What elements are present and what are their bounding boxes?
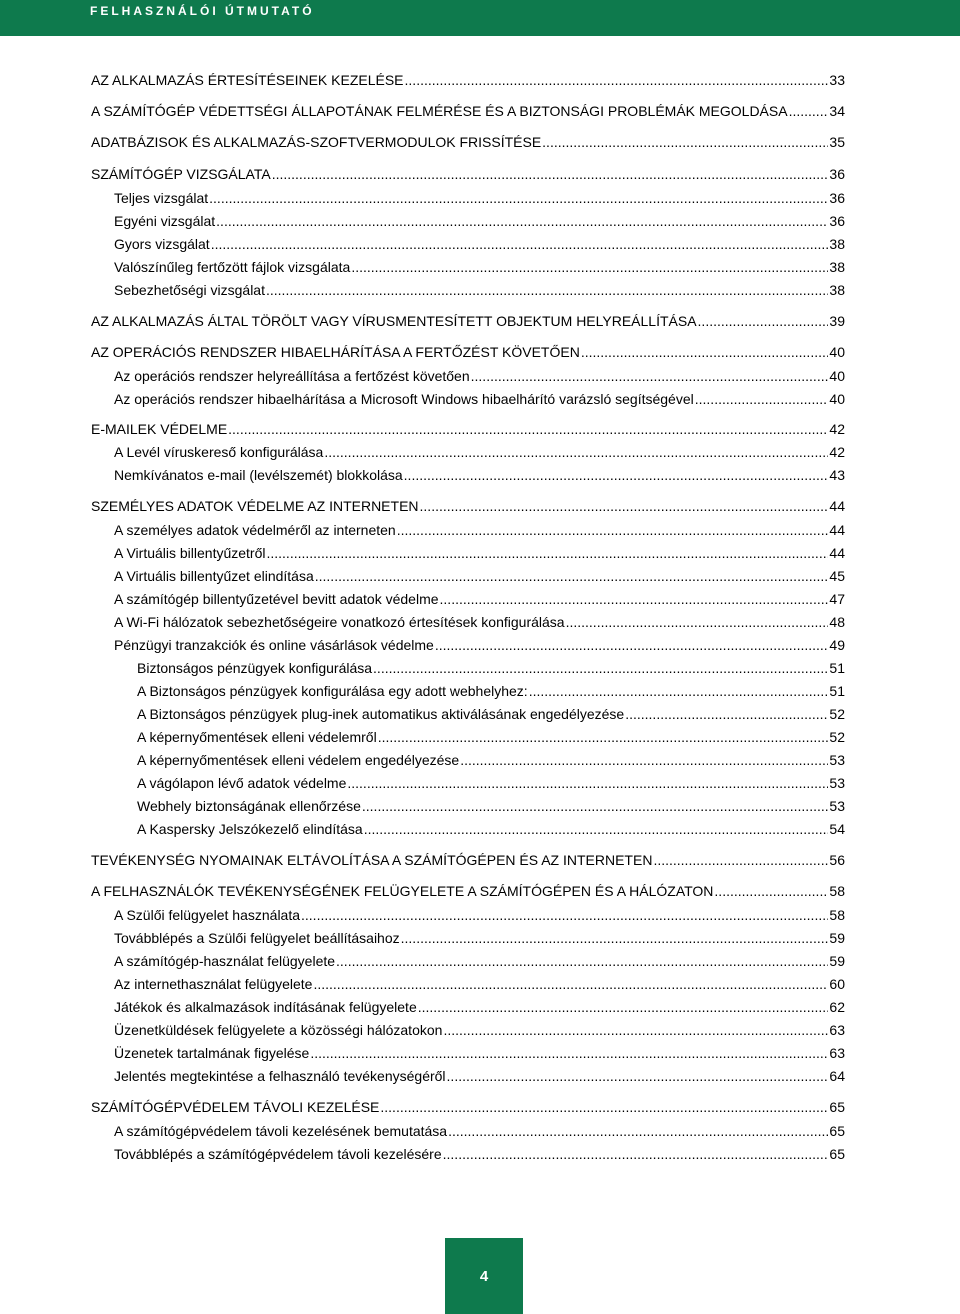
toc-entry[interactable]: [137, 794, 845, 814]
toc-entry-page: 33: [829, 72, 845, 88]
toc-entry[interactable]: [137, 702, 845, 722]
toc-dot-leader: [364, 821, 829, 837]
toc-entry-page: 63: [829, 1022, 845, 1038]
toc-entry-page: 56: [829, 852, 845, 868]
toc-entry-title: A Kaspersky Jelszókezelő elindítása: [137, 821, 363, 837]
toc-entry[interactable]: [114, 995, 845, 1015]
toc-entry-title: A Levél víruskereső konfigurálása: [114, 444, 324, 460]
toc-entry[interactable]: [114, 1018, 845, 1038]
toc-entry-title: A képernyőmentések elleni védelemről: [137, 729, 377, 745]
toc-entry-title: A Biztonságos pénzügyek plug-inek automatikus aktiválásának engedélyezése: [137, 706, 625, 722]
toc-entry-page: 53: [829, 798, 845, 814]
toc-entry-title: Üzenetek tartalmának figyelése: [114, 1045, 310, 1061]
toc-entry-page: 64: [829, 1068, 845, 1084]
toc-entry[interactable]: [91, 1095, 845, 1115]
toc-entry-page: 35: [829, 134, 845, 150]
toc-entry[interactable]: [91, 99, 845, 119]
toc-entry-page: 51: [829, 660, 845, 676]
toc-entry[interactable]: [114, 232, 845, 252]
toc-entry-title: Egyéni vizsgálat: [114, 213, 216, 229]
toc-entry[interactable]: [114, 903, 845, 923]
toc-entry-title: SZÁMÍTÓGÉPVÉDELEM TÁVOLI KEZELÉSE: [91, 1099, 380, 1115]
document-title: FELHASZNÁLÓI ÚTMUTATÓ: [90, 4, 315, 18]
page-number-badge: [445, 1238, 523, 1314]
toc-entry[interactable]: [114, 186, 845, 206]
toc-entry-title: TEVÉKENYSÉG NYOMAINAK ELTÁVOLÍTÁSA A SZÁMÍTÓGÉPEN ÉS AZ INTERNETEN: [91, 852, 653, 868]
toc-entry-title: A képernyőmentések elleni védelem engedélyezése: [137, 752, 460, 768]
toc-dot-leader: [380, 1099, 828, 1115]
toc-entry-page: 48: [829, 614, 845, 630]
toc-entry-title: Sebezhetőségi vizsgálat: [114, 282, 265, 298]
toc-entry-title: A Virtuális billentyűzet elindítása: [114, 568, 314, 584]
toc-dot-leader: [209, 190, 828, 206]
toc-entry[interactable]: [114, 1119, 845, 1139]
toc-entry-title: AZ ALKALMAZÁS ÁLTAL TÖRÖLT VAGY VÍRUSMENTESÍTETT OBJEKTUM HELYREÁLLÍTÁSA: [91, 313, 697, 329]
toc-entry-title: Pénzügyi tranzakciók és online vásárlások védelme: [114, 637, 434, 653]
toc-entry[interactable]: [114, 209, 845, 229]
toc-entry-page: 44: [829, 545, 845, 561]
toc-entry[interactable]: [114, 949, 845, 969]
toc-entry[interactable]: [114, 440, 845, 460]
toc-entry[interactable]: [137, 679, 845, 699]
toc-dot-leader: [420, 498, 829, 514]
toc-entry-page: 45: [829, 568, 845, 584]
toc-dot-leader: [336, 953, 828, 969]
toc-entry-page: 44: [829, 522, 845, 538]
toc-entry[interactable]: [137, 725, 845, 745]
toc-entry-page: 47: [829, 591, 845, 607]
toc-entry[interactable]: [137, 748, 845, 768]
toc-dot-leader: [698, 313, 829, 329]
toc-entry[interactable]: [137, 817, 845, 837]
toc-dot-leader: [310, 1045, 828, 1061]
toc-entry-title: SZEMÉLYES ADATOK VÉDELME AZ INTERNETEN: [91, 498, 419, 514]
toc-entry[interactable]: [91, 309, 845, 329]
toc-entry[interactable]: [114, 926, 845, 946]
toc-dot-leader: [301, 907, 828, 923]
toc-entry-title: Az operációs rendszer hibaelhárítása a Microsoft Windows hibaelhárító varázsló segítségével: [114, 391, 694, 407]
toc-entry-title: A Biztonságos pénzügyek konfigurálása egy adott webhelyhez:: [137, 683, 528, 699]
toc-entry-page: 36: [829, 213, 845, 229]
page-number: 4: [479, 1267, 489, 1285]
toc-entry-title: A személyes adatok védelméről az interneten: [114, 522, 396, 538]
toc-entry[interactable]: [137, 656, 845, 676]
toc-entry-page: 39: [829, 313, 845, 329]
toc-entry-page: 40: [829, 368, 845, 384]
toc-dot-leader: [529, 683, 829, 699]
toc-entry[interactable]: [137, 771, 845, 791]
toc-entry-title: A számítógép-használat felügyelete: [114, 953, 336, 969]
toc-dot-leader: [347, 775, 828, 791]
toc-entry-page: 59: [829, 930, 845, 946]
toc-dot-leader: [266, 545, 828, 561]
toc-entry[interactable]: [114, 518, 845, 538]
toc-entry-page: 38: [829, 259, 845, 275]
toc-entry[interactable]: [114, 1064, 845, 1084]
toc-dot-leader: [443, 1022, 828, 1038]
toc-dot-leader: [443, 1146, 829, 1162]
toc-entry-title: Nemkívánatos e-mail (levélszemét) blokkolása: [114, 467, 403, 483]
toc-entry-title: Teljes vizsgálat: [114, 190, 209, 206]
toc-entry-page: 51: [829, 683, 845, 699]
toc-entry[interactable]: [114, 387, 845, 407]
toc-dot-leader: [448, 1123, 828, 1139]
toc-entry[interactable]: [91, 68, 845, 88]
toc-entry-page: 38: [829, 282, 845, 298]
toc-entry-page: 53: [829, 752, 845, 768]
toc-dot-leader: [324, 444, 828, 460]
toc-entry-title: Webhely biztonságának ellenőrzése: [137, 798, 361, 814]
toc-entry[interactable]: [114, 364, 845, 384]
toc-entry-page: 43: [829, 467, 845, 483]
toc-entry-title: A SZÁMÍTÓGÉP VÉDETTSÉGI ÁLLAPOTÁNAK FELMÉRÉSE ÉS A BIZTONSÁGI PROBLÉMÁK MEGOLDÁSA: [91, 103, 788, 119]
toc-entry-title: Gyors vizsgálat: [114, 236, 210, 252]
toc-entry[interactable]: [114, 541, 845, 561]
toc-entry[interactable]: [114, 587, 845, 607]
toc-entry-page: 40: [829, 344, 845, 360]
toc-entry-title: Valószínűleg fertőzött fájlok vizsgálata: [114, 259, 351, 275]
toc-entry-title: A Szülői felügyelet használata: [114, 907, 301, 923]
toc-entry-page: 65: [829, 1146, 845, 1162]
toc-dot-leader: [542, 134, 828, 150]
toc-entry-page: 58: [829, 883, 845, 899]
toc-dot-leader: [695, 391, 829, 407]
toc-dot-leader: [789, 103, 829, 119]
toc-dot-leader: [471, 368, 829, 384]
toc-dot-leader: [211, 236, 829, 252]
toc-entry-title: A Virtuális billentyűzetről: [114, 545, 266, 561]
toc-dot-leader: [435, 637, 829, 653]
toc-dot-leader: [373, 660, 828, 676]
toc-entry-page: 52: [829, 706, 845, 722]
toc-entry-title: Az internethasználat felügyelete: [114, 976, 313, 992]
toc-dot-leader: [216, 213, 828, 229]
toc-entry-page: 40: [829, 391, 845, 407]
toc-entry-page: 53: [829, 775, 845, 791]
toc-entry[interactable]: [114, 972, 845, 992]
toc-entry-title: Jelentés megtekintése a felhasználó tevékenységéről: [114, 1068, 446, 1084]
toc-entry-page: 52: [829, 729, 845, 745]
toc-entry-page: 65: [829, 1123, 845, 1139]
toc-dot-leader: [625, 706, 828, 722]
toc-entry-title: AZ ALKALMAZÁS ÉRTESÍTÉSEINEK KEZELÉSE: [91, 72, 404, 88]
toc-entry-title: Üzenetküldések felügyelete a közösségi hálózatokon: [114, 1022, 443, 1038]
toc-entry-page: 34: [829, 103, 845, 119]
toc-dot-leader: [401, 930, 829, 946]
toc-entry-page: 65: [829, 1099, 845, 1115]
toc-entry-page: 42: [829, 421, 845, 437]
toc-dot-leader: [272, 166, 829, 182]
toc-entry-page: 49: [829, 637, 845, 653]
toc-entry-title: Biztonságos pénzügyek konfigurálása: [137, 660, 373, 676]
toc-dot-leader: [566, 614, 829, 630]
toc-entry[interactable]: [114, 278, 845, 298]
toc-entry-page: 63: [829, 1045, 845, 1061]
toc-dot-leader: [362, 798, 829, 814]
toc-dot-leader: [397, 522, 829, 538]
toc-entry[interactable]: [91, 494, 845, 514]
toc-dot-leader: [228, 421, 828, 437]
toc-entry[interactable]: [91, 848, 845, 868]
toc-dot-leader: [440, 591, 829, 607]
toc-entry-title: ADATBÁZISOK ÉS ALKALMAZÁS-SZOFTVERMODULOK FRISSÍTÉSE: [91, 134, 542, 150]
toc-entry[interactable]: [114, 610, 845, 630]
toc-entry-page: 36: [829, 190, 845, 206]
toc-entry[interactable]: [114, 255, 845, 275]
toc-entry-title: A számítógépvédelem távoli kezelésének bemutatása: [114, 1123, 448, 1139]
toc-entry-title: A FELHASZNÁLÓK TEVÉKENYSÉGÉNEK FELÜGYELETE A SZÁMÍTÓGÉPEN ÉS A HÁLÓZATON: [91, 883, 714, 899]
toc-entry-page: 58: [829, 907, 845, 923]
toc-entry-page: 36: [829, 166, 845, 182]
toc-entry-page: 60: [829, 976, 845, 992]
toc-entry[interactable]: [91, 417, 845, 437]
toc-entry-title: AZ OPERÁCIÓS RENDSZER HIBAELHÁRÍTÁSA A FERTŐZÉST KÖVETŐEN: [91, 344, 580, 360]
toc-dot-leader: [351, 259, 828, 275]
toc-dot-leader: [581, 344, 829, 360]
toc-entry-page: 44: [829, 498, 845, 514]
toc-entry-page: 59: [829, 953, 845, 969]
toc-entry-title: Továbblépés a számítógépvédelem távoli kezelésére: [114, 1146, 442, 1162]
toc-entry[interactable]: [91, 340, 845, 360]
toc-entry-title: A számítógép billentyűzetével bevitt adatok védelme: [114, 591, 439, 607]
toc-dot-leader: [315, 568, 829, 584]
toc-entry-title: A vágólapon lévő adatok védelme: [137, 775, 347, 791]
toc-entry[interactable]: [114, 1142, 845, 1162]
toc-entry-title: A Wi-Fi hálózatok sebezhetőségeire vonatkozó értesítések konfigurálása: [114, 614, 565, 630]
toc-dot-leader: [418, 999, 829, 1015]
toc-entry-title: Továbblépés a Szülői felügyelet beállításaihoz: [114, 930, 400, 946]
toc-entry-title: SZÁMÍTÓGÉP VIZSGÁLATA: [91, 166, 271, 182]
toc-entry[interactable]: [114, 564, 845, 584]
toc-entry-page: 62: [829, 999, 845, 1015]
toc-entry-title: E-MAILEK VÉDELME: [91, 421, 228, 437]
toc-dot-leader: [447, 1068, 829, 1084]
toc-dot-leader: [714, 883, 828, 899]
toc-dot-leader: [313, 976, 828, 992]
toc-entry[interactable]: [91, 162, 845, 182]
toc-entry[interactable]: [114, 463, 845, 483]
toc-entry-page: 42: [829, 444, 845, 460]
toc-entry-title: Játékok és alkalmazások indításának felügyelete: [114, 999, 417, 1015]
toc-entry-page: 54: [829, 821, 845, 837]
toc-entry[interactable]: [114, 633, 845, 653]
toc-entry[interactable]: [91, 879, 845, 899]
toc-entry[interactable]: [91, 130, 845, 150]
toc-dot-leader: [404, 467, 829, 483]
toc-entry-title: Az operációs rendszer helyreállítása a fertőzést követően: [114, 368, 470, 384]
toc-dot-leader: [460, 752, 828, 768]
toc-dot-leader: [378, 729, 829, 745]
toc-entry[interactable]: [114, 1041, 845, 1061]
toc-dot-leader: [266, 282, 828, 298]
toc-entry-page: 38: [829, 236, 845, 252]
toc-dot-leader: [653, 852, 828, 868]
toc-dot-leader: [405, 72, 829, 88]
